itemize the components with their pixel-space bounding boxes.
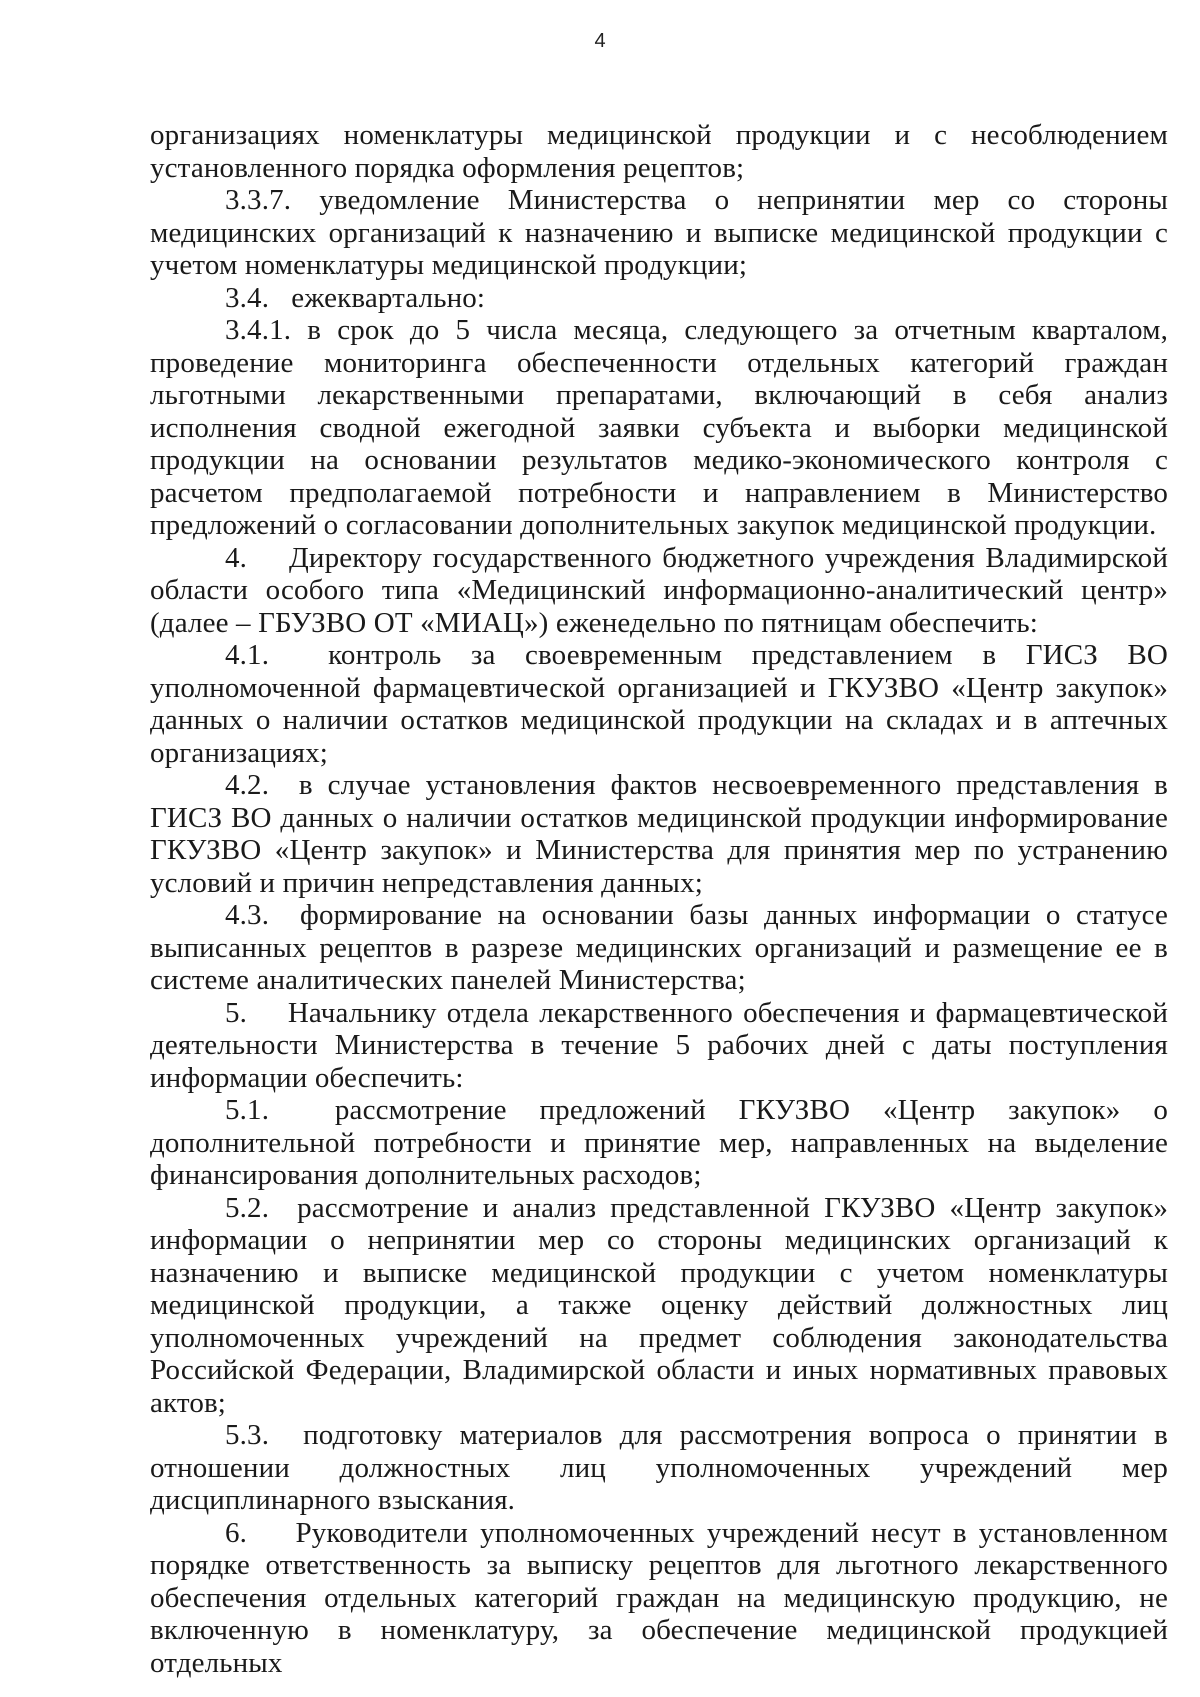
paragraph-4-2: 4.2. в случае установления фактов несвоевременного представления в ГИСЗ ВО данных о наличии остатков медицинской продукции информирование ГКУЗВО «Центр закупок» и Министерства для принятия мер по устранению условий и причин непредставления данных; (150, 769, 1176, 899)
paragraph-continuation-3-3-6: организациях номенклатуры медицинской продукции и с несоблюдением установленного порядка оформления рецептов; (150, 119, 1176, 184)
document-body (150, 119, 1176, 1679)
paragraph-5-2: 5.2. рассмотрение и анализ представленной ГКУЗВО «Центр закупок» информации о непринятии мер со стороны медицинских организаций к назначению и выписке медицинской продукции с учетом номенклатуры медицинской продукции, а также оценку действий должностных лиц уполномоченных учреждений на предмет соблюдения законодательства Российской Федерации, Владимирской области и иных нормативных правовых актов; (150, 1191, 1176, 1419)
paragraph-5-1: 5.1. рассмотрение предложений ГКУЗВО «Центр закупок» о дополнительной потребности и принятие мер, направленных на выделение финансирования дополнительных расходов; (150, 1094, 1176, 1191)
paragraph-5-3: 5.3. подготовку материалов для рассмотрения вопроса о принятии в отношении должностных лиц уполномоченных учреждений мер дисциплинарного взыскания. (150, 1419, 1176, 1516)
paragraph-3-4: 3.4. ежеквартально: (225, 281, 486, 314)
paragraph-4-3: 4.3. формирование на основании базы данных информации о статусе выписанных рецептов в разрезе медицинских организаций и размещение ее в системе аналитических панелей Министерства; (150, 899, 1176, 996)
page-number: 4 (594, 30, 606, 52)
paragraph-4-1: 4.1. контроль за своевременным представлением в ГИСЗ ВО уполномоченной фармацевтической организацией и ГКУЗВО «Центр закупок» данных о наличии остатков медицинской продукции на складах и в аптечных организациях; (150, 639, 1176, 769)
paragraph-4: 4. Директору государственного бюджетного учреждения Владимирской области особого типа «Медицинский информационно-аналитический центр» (далее – ГБУЗВО ОТ «МИАЦ») еженедельно по пятницам обеспечить: (150, 541, 1176, 639)
paragraph-3-3-7: 3.3.7. уведомление Министерства о непринятии мер со стороны медицинских организаций к назначению и выписке медицинской продукции с учетом номенклатуры медицинской продукции; (150, 184, 1176, 281)
paragraph-5: 5. Начальнику отдела лекарственного обеспечения и фармацевтической деятельности Министерства в течение 5 рабочих дней с даты поступления информации обеспечить: (150, 996, 1176, 1094)
paragraph-6: 6. Руководители уполномоченных учреждений несут в установленном порядке ответственность за выписку рецептов для льготного лекарственного обеспечения отдельных категорий граждан на медицинскую продукцию, не включенную в номенклатуру, за обеспечение медицинской продукцией отдельных (150, 1516, 1176, 1679)
paragraph-3-4-1: 3.4.1. в срок до 5 числа месяца, следующего за отчетным кварталом, проведение мониторинга обеспеченности отдельных категорий граждан льготными лекарственными препаратами, включающий в себя анализ исполнения сводной ежегодной заявки субъекта и выборки медицинской продукции на основании результатов медико-экономического контроля с расчетом предполагаемой потребности и направлением в Министерство предложений о согласовании дополнительных закупок медицинской продукции. (150, 314, 1176, 541)
